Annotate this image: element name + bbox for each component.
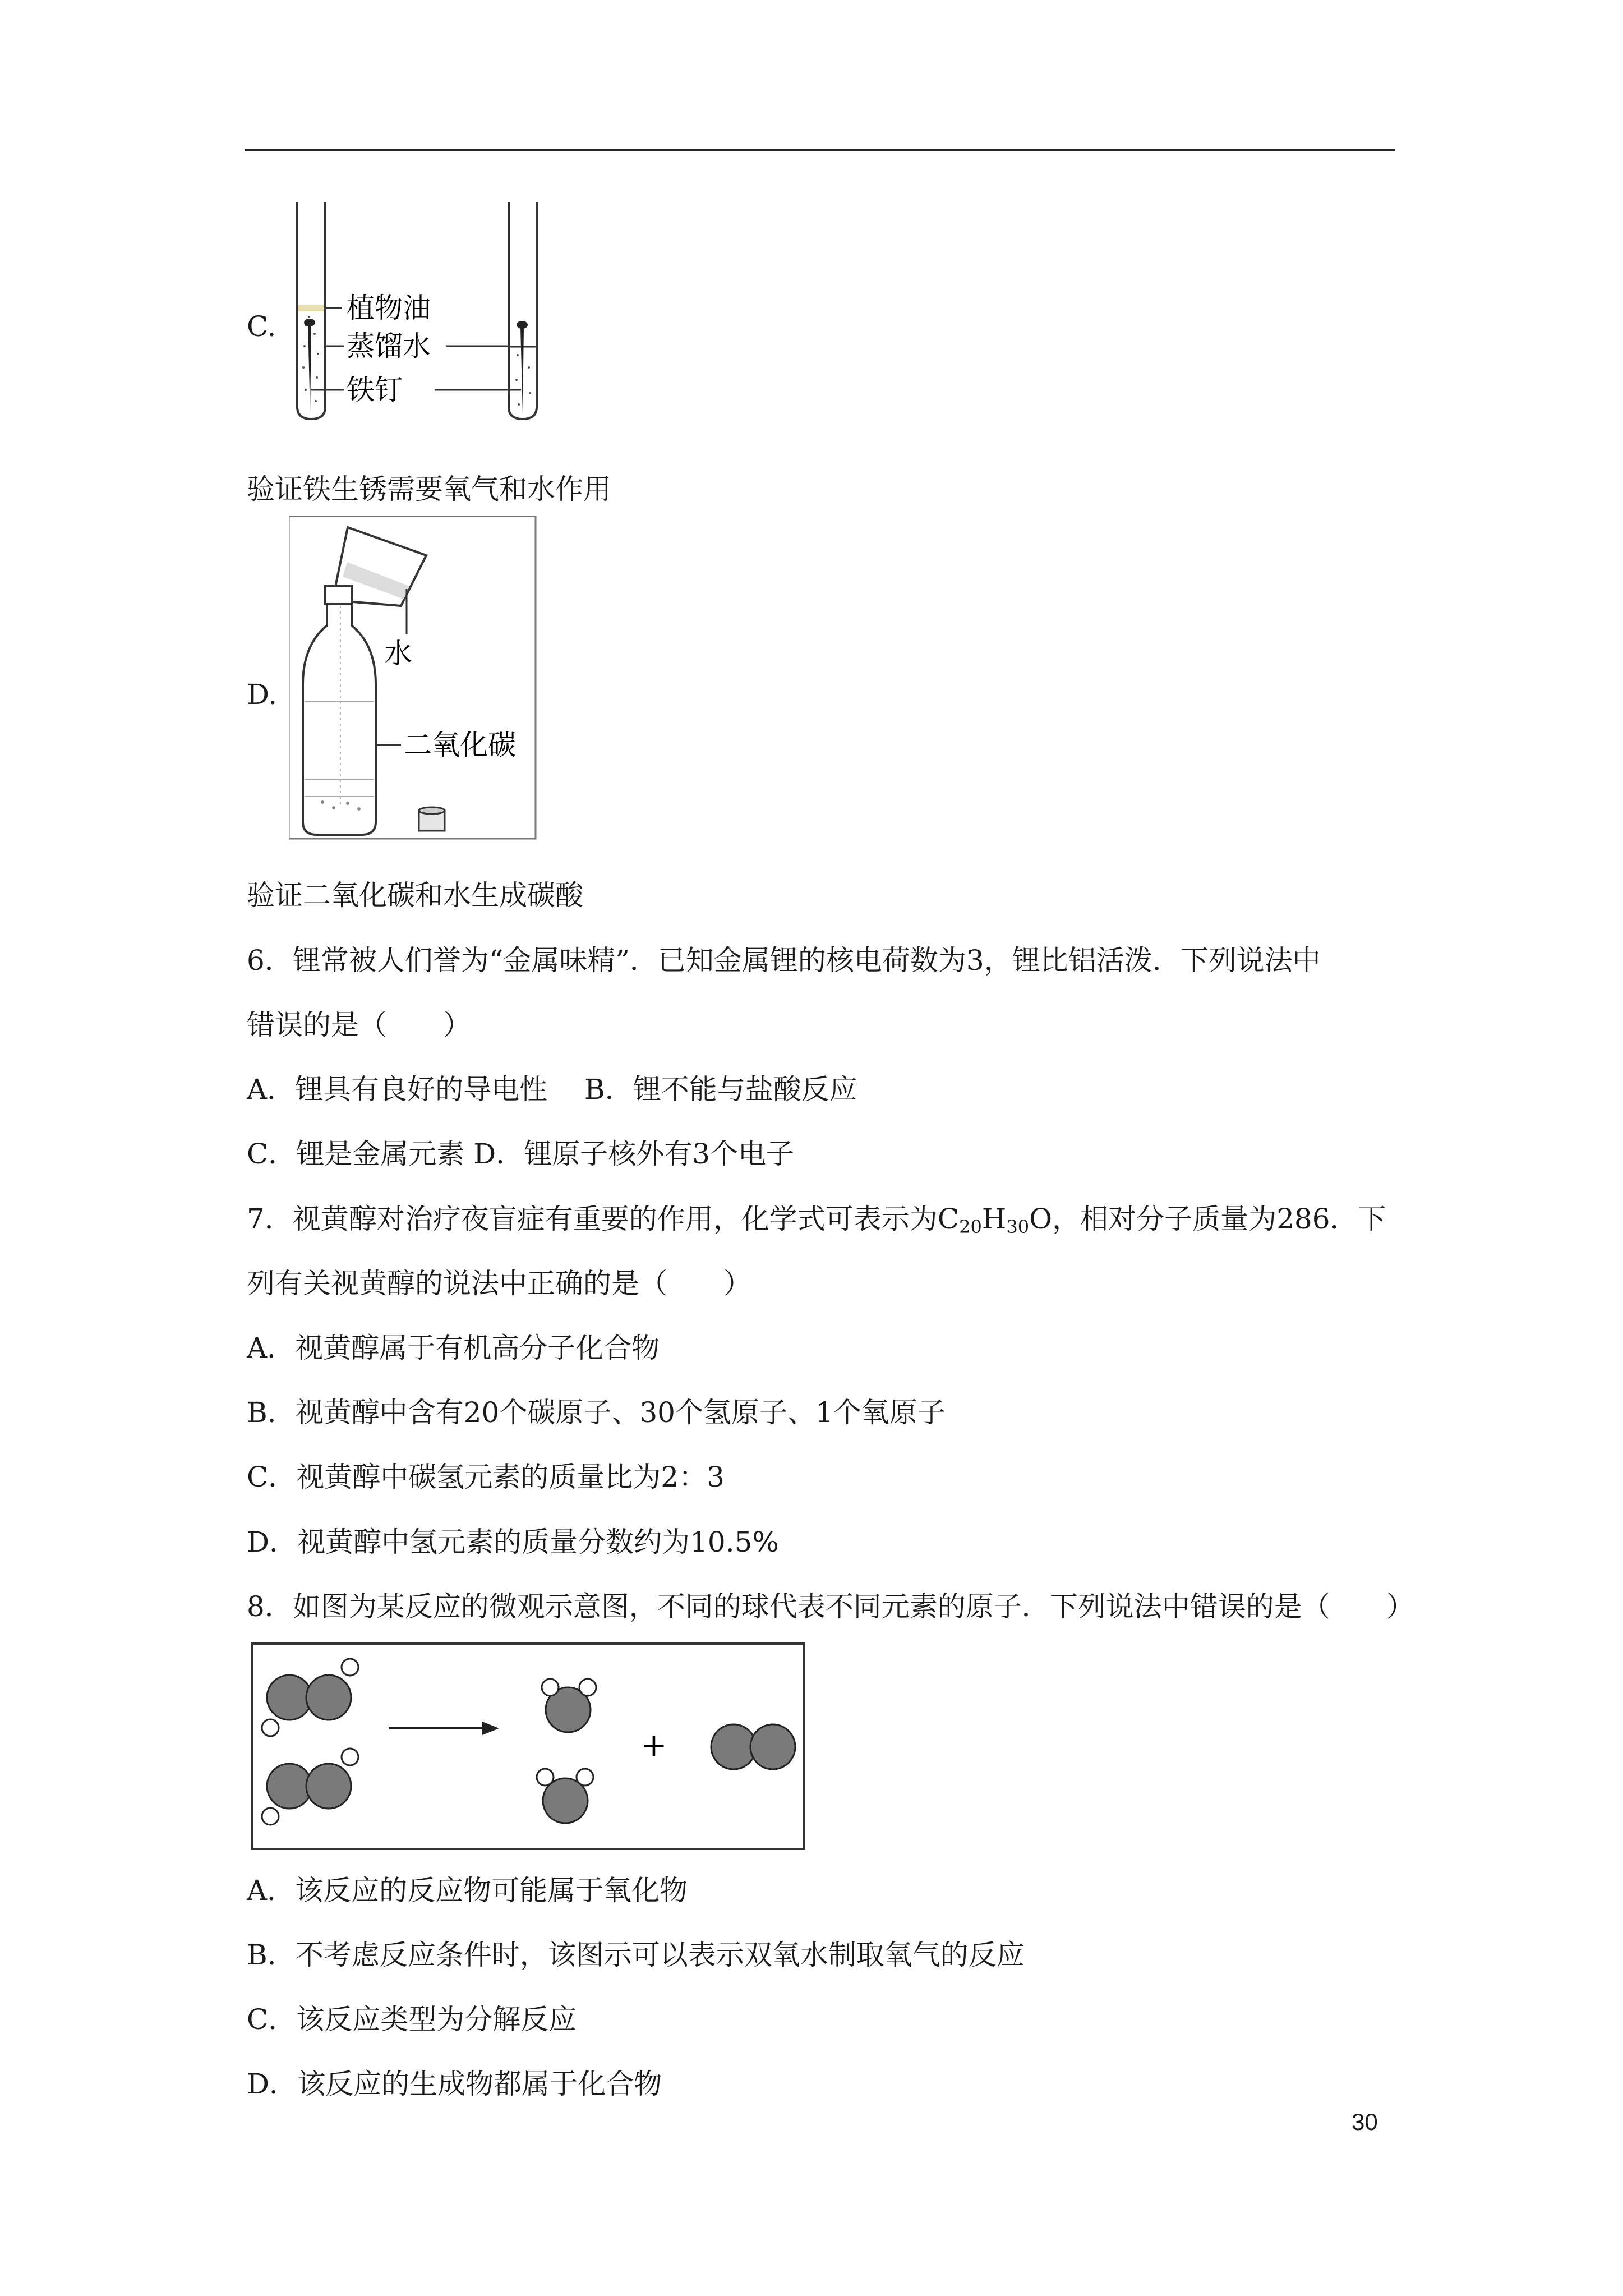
label-carbon-dioxide: 二氧化碳	[404, 729, 516, 761]
q7-option-a: A．视黄醇属于有机高分子化合物	[247, 1332, 660, 1364]
label-water: 水	[384, 637, 412, 670]
q6-stem-line2: 错误的是（ ）	[247, 1009, 471, 1041]
q8-option-a: A．该反应的反应物可能属于氧化物	[247, 1874, 688, 1907]
q7-option-b: B．视黄醇中含有20个碳原子、30个氢原子、1个氧原子	[247, 1396, 946, 1429]
q8-option-b: B．不考虑反应条件时，该图示可以表示双氧水制取氧气的反应	[247, 1939, 1025, 1971]
q6-options-line1: A．锂具有良好的导电性 B．锂不能与盐酸反应	[247, 1073, 857, 1106]
figure-border	[289, 516, 536, 839]
beaker-icon	[333, 527, 426, 634]
option-c-caption: 验证铁生锈需要氧气和水作用	[247, 473, 611, 505]
q7-stem-post: ，相对分子质量为286．下	[1052, 1203, 1386, 1235]
header-rule	[245, 149, 1395, 151]
q8-option-d: D．该反应的生成物都属于化合物	[247, 2068, 662, 2100]
label-iron-nail: 铁钉	[347, 374, 403, 406]
plastic-bottle-icon	[303, 586, 376, 835]
q8-stem: 8．如图为某反应的微观示意图，不同的球代表不同元素的原子．下列说法中错误的是（ ）	[247, 1590, 1414, 1623]
test-tube-figure	[289, 199, 564, 426]
q7-formula: $C_{20}H_{30}O$	[937, 1203, 1053, 1237]
vegetable-oil-layer	[298, 305, 324, 311]
iron-nail-icon	[304, 319, 315, 413]
q7-stem-pre: 7．视黄醇对治疗夜盲症有重要的作用，化学式可表示为	[247, 1203, 938, 1235]
q7-option-c: C．视黄醇中碳氢元素的质量比为2：3	[247, 1461, 725, 1493]
label-vegetable-oil: 植物油	[347, 292, 431, 324]
option-c-label: C.	[247, 310, 276, 343]
q7-stem-line1	[247, 1202, 1386, 1236]
page-number: 30	[1352, 2109, 1378, 2135]
q8-option-c: C．该反应类型为分解反应	[247, 2003, 577, 2036]
iron-nail-icon	[517, 321, 528, 413]
bottle-figure	[289, 516, 541, 844]
option-d-label: D.	[247, 678, 278, 711]
q6-options-line2: C．锂是金属元素 D．锂原子核外有3个电子	[247, 1138, 795, 1170]
reaction-diagram	[251, 1642, 806, 1856]
q7-option-d: D．视黄醇中氢元素的质量分数约为10.5%	[247, 1526, 779, 1558]
label-distilled-water: 蒸馏水	[347, 330, 431, 362]
q6-stem-line1: 6．锂常被人们誉为“金属味精”．已知金属锂的核电荷数为3，锂比铝活泼．下列说法中	[247, 944, 1321, 977]
plus-sign: +	[640, 1727, 667, 1764]
option-d-caption: 验证二氧化碳和水生成碳酸	[247, 879, 583, 912]
q7-stem-line2: 列有关视黄醇的说法中正确的是（ ）	[247, 1267, 751, 1300]
bottle-cap-icon	[419, 807, 445, 831]
